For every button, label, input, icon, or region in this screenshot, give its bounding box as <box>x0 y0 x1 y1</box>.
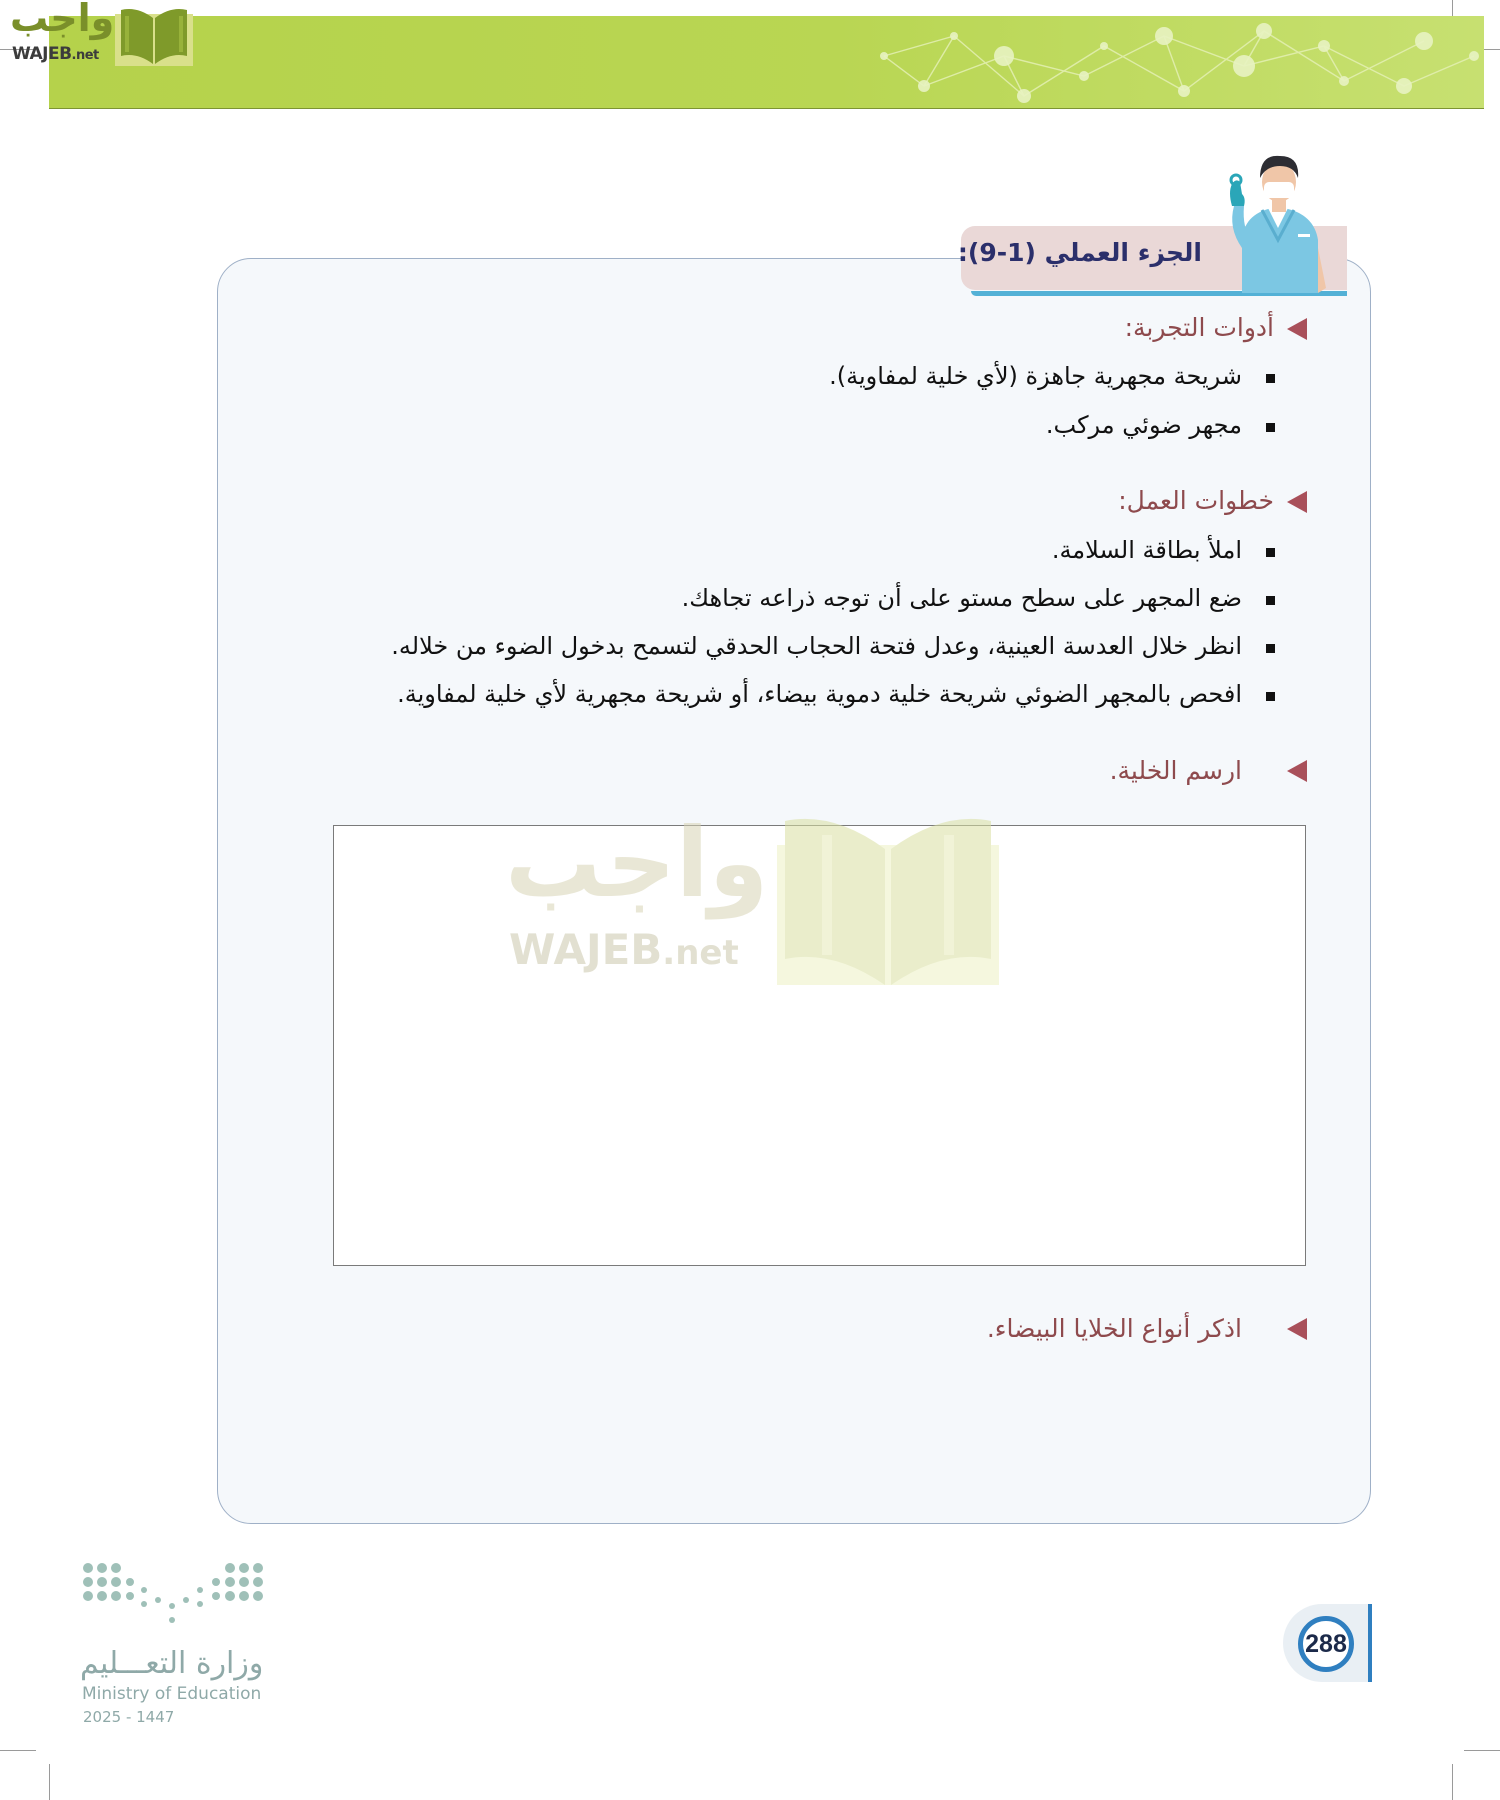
wbc-types-task: اذكر أنواع الخلايا البيضاء. <box>986 1314 1242 1343</box>
draw-cell-task: ارسم الخلية. <box>1109 756 1242 785</box>
bullet-icon <box>1266 423 1275 432</box>
watermark-ar: واجب <box>505 807 769 919</box>
bullet-icon <box>1266 644 1275 653</box>
crop-mark <box>49 1764 50 1800</box>
watermark-en: WAJEB.net <box>509 925 739 974</box>
ministry-year: 2025 - 1447 <box>83 1708 175 1726</box>
ministry-dots-icon <box>80 1560 265 1640</box>
section-arrow-icon <box>1287 318 1307 340</box>
wajeb-logo[interactable] <box>10 0 190 66</box>
network-pattern-icon <box>864 16 1484 108</box>
bullet-icon <box>1266 692 1275 701</box>
book-icon <box>773 815 1003 990</box>
steps-item: املأ بطاقة السلامة. <box>1051 536 1242 564</box>
tools-heading: أدوات التجربة: <box>1124 313 1274 342</box>
book-icon <box>113 6 195 68</box>
ministry-name-en: Ministry of Education <box>82 1684 262 1704</box>
steps-item: افحص بالمجهر الضوئي شريحة خلية دموية بيضاء، أو شريحة مجهرية لأي خلية لمفاوية. <box>397 680 1242 708</box>
lab-technician-icon <box>1222 148 1334 293</box>
bullet-icon <box>1266 596 1275 605</box>
tools-item: مجهر ضوئي مركب. <box>1045 411 1242 439</box>
crop-mark <box>1464 1750 1500 1751</box>
section-arrow-icon <box>1287 491 1307 513</box>
section-arrow-icon <box>1287 1318 1307 1340</box>
steps-heading: خطوات العمل: <box>1118 486 1274 515</box>
wajeb-watermark <box>505 807 1005 990</box>
crop-mark <box>1452 1764 1453 1800</box>
section-arrow-icon <box>1287 760 1307 782</box>
bullet-icon <box>1266 548 1275 557</box>
ministry-logo <box>80 1560 280 1730</box>
wajeb-logo-ar: واجب <box>10 0 115 40</box>
header-band <box>49 16 1484 109</box>
tools-item: شريحة مجهرية جاهزة (لأي خلية لمفاوية). <box>829 362 1242 390</box>
wajeb-logo-en: WAJEB.net <box>12 44 99 64</box>
crop-mark <box>0 1750 36 1751</box>
page-number: 288 <box>1298 1616 1354 1672</box>
section-title: الجزء العملي (1-9): <box>957 238 1202 267</box>
bullet-icon <box>1266 374 1275 383</box>
ministry-name-ar: وزارة التعـــليم <box>80 1646 264 1681</box>
page-number-badge <box>1282 1602 1374 1684</box>
steps-item: انظر خلال العدسة العينية، وعدل فتحة الحجاب الحدقي لتسمح بدخول الضوء من خلاله. <box>391 632 1242 660</box>
steps-item: ضع المجهر على سطح مستو على أن توجه ذراعه تجاهك. <box>681 584 1242 612</box>
